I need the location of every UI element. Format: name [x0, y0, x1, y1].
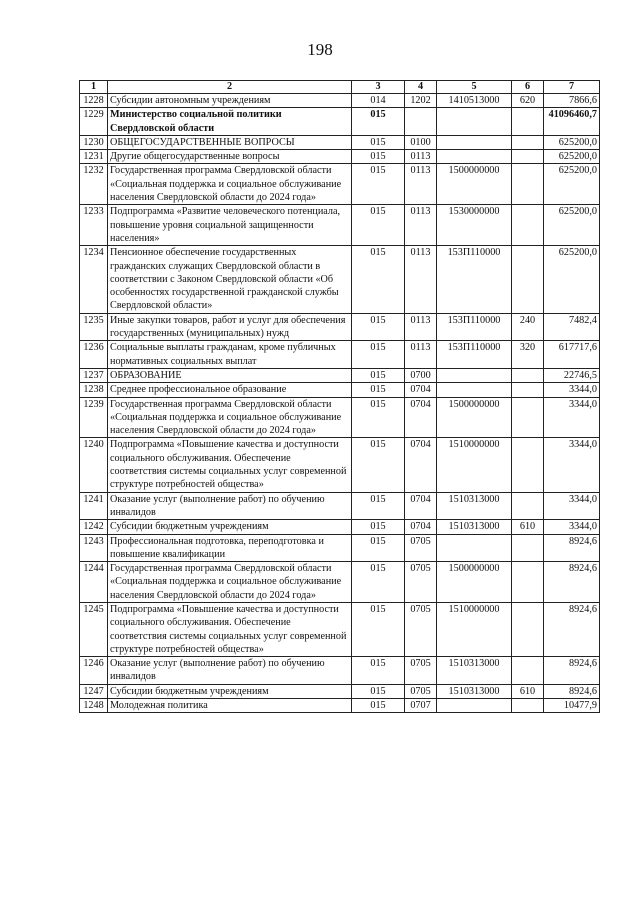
row-amount: 22746,5	[544, 368, 600, 382]
row-name: ОБРАЗОВАНИЕ	[108, 368, 352, 382]
row-admin-code: 014	[352, 94, 405, 108]
table-row	[80, 135, 600, 149]
row-name: Среднее профессиональное образование	[108, 383, 352, 397]
row-target-code: 1510313000	[437, 684, 512, 698]
row-expense-type: 240	[512, 313, 544, 341]
row-target-code: 1500000000	[437, 397, 512, 438]
row-target-code	[437, 368, 512, 382]
table-row	[80, 492, 600, 520]
row-name: Социальные выплаты гражданам, кроме публичных нормативных социальных выплат	[108, 341, 352, 369]
header-cell: 6	[512, 81, 544, 94]
row-name: Пенсионное обеспечение государственных гражданских служащих Свердловской области в соответствии с Законом Свердловской области «Об особенностях государственной гражданской службы Свердловской области»	[108, 246, 352, 313]
row-section-code: 0704	[405, 492, 437, 520]
row-section-code: 0113	[405, 341, 437, 369]
row-expense-type: 320	[512, 341, 544, 369]
row-expense-type: 620	[512, 94, 544, 108]
row-admin-code: 015	[352, 383, 405, 397]
row-admin-code: 015	[352, 341, 405, 369]
row-name: Иные закупки товаров, работ и услуг для обеспечения государственных (муниципальных) нужд	[108, 313, 352, 341]
row-admin-code: 015	[352, 246, 405, 313]
row-target-code	[437, 135, 512, 149]
row-target-code: 153П110000	[437, 313, 512, 341]
row-section-code: 0705	[405, 602, 437, 656]
row-amount: 8924,6	[544, 534, 600, 562]
row-section-code: 1202	[405, 94, 437, 108]
table-row	[80, 164, 600, 205]
row-number: 1248	[80, 699, 108, 713]
row-target-code: 1510313000	[437, 657, 512, 685]
row-target-code: 1510000000	[437, 438, 512, 492]
table-row	[80, 108, 600, 136]
row-number: 1242	[80, 520, 108, 534]
table-row	[80, 397, 600, 438]
header-cell: 4	[405, 81, 437, 94]
row-name: Государственная программа Свердловской области «Социальная поддержка и социальное обслуживание населения Свердловской области до 2024 года»	[108, 562, 352, 603]
row-expense-type	[512, 534, 544, 562]
row-amount: 3344,0	[544, 383, 600, 397]
row-section-code: 0113	[405, 205, 437, 246]
row-amount: 625200,0	[544, 205, 600, 246]
row-expense-type	[512, 164, 544, 205]
row-target-code: 153П110000	[437, 246, 512, 313]
row-expense-type: 610	[512, 684, 544, 698]
row-number: 1246	[80, 657, 108, 685]
row-number: 1235	[80, 313, 108, 341]
page-number: 198	[307, 40, 333, 59]
table-row	[80, 313, 600, 341]
row-name: Государственная программа Свердловской области «Социальная поддержка и социальное обслуживание населения Свердловской области до 2024 года»	[108, 397, 352, 438]
row-expense-type	[512, 602, 544, 656]
header-cell: 1	[80, 81, 108, 94]
row-amount: 625200,0	[544, 164, 600, 205]
row-admin-code: 015	[352, 684, 405, 698]
row-target-code: 1500000000	[437, 562, 512, 603]
row-section-code: 0113	[405, 164, 437, 205]
row-admin-code: 015	[352, 150, 405, 164]
row-expense-type	[512, 397, 544, 438]
row-target-code: 1500000000	[437, 164, 512, 205]
row-section-code: 0113	[405, 150, 437, 164]
row-number: 1231	[80, 150, 108, 164]
table-header-row	[80, 81, 600, 94]
row-admin-code: 015	[352, 562, 405, 603]
row-admin-code: 015	[352, 164, 405, 205]
table-row	[80, 699, 600, 713]
row-number: 1237	[80, 368, 108, 382]
row-name: Подпрограмма «Повышение качества и доступности социального обслуживания. Обеспечение соответствия системы социальных услуг современной структуре потребностей общества»	[108, 438, 352, 492]
row-amount: 3344,0	[544, 397, 600, 438]
row-amount: 41096460,7	[544, 108, 600, 136]
row-admin-code: 015	[352, 397, 405, 438]
row-admin-code: 015	[352, 368, 405, 382]
row-expense-type	[512, 699, 544, 713]
row-expense-type	[512, 657, 544, 685]
row-name: Субсидии бюджетным учреждениям	[108, 520, 352, 534]
row-target-code: 153П110000	[437, 341, 512, 369]
row-admin-code: 015	[352, 438, 405, 492]
table-row	[80, 150, 600, 164]
row-admin-code: 015	[352, 699, 405, 713]
row-amount: 3344,0	[544, 520, 600, 534]
row-section-code: 0705	[405, 562, 437, 603]
row-admin-code: 015	[352, 135, 405, 149]
row-admin-code: 015	[352, 657, 405, 685]
row-section-code: 0704	[405, 397, 437, 438]
row-number: 1240	[80, 438, 108, 492]
row-number: 1228	[80, 94, 108, 108]
row-number: 1243	[80, 534, 108, 562]
row-amount: 8924,6	[544, 657, 600, 685]
row-number: 1241	[80, 492, 108, 520]
row-amount: 625200,0	[544, 246, 600, 313]
table-row	[80, 602, 600, 656]
row-amount: 3344,0	[544, 492, 600, 520]
row-amount: 625200,0	[544, 135, 600, 149]
table-row	[80, 341, 600, 369]
row-admin-code: 015	[352, 602, 405, 656]
row-admin-code: 015	[352, 492, 405, 520]
row-name: Министерство социальной политики Свердловской области	[108, 108, 352, 136]
row-expense-type	[512, 368, 544, 382]
row-section-code: 0704	[405, 383, 437, 397]
row-section-code: 0700	[405, 368, 437, 382]
row-name: Государственная программа Свердловской области «Социальная поддержка и социальное обслуживание населения Свердловской области до 2024 года»	[108, 164, 352, 205]
row-section-code: 0705	[405, 657, 437, 685]
row-name: Профессиональная подготовка, переподготовка и повышение квалификации	[108, 534, 352, 562]
row-target-code	[437, 383, 512, 397]
table-row	[80, 562, 600, 603]
row-target-code: 1410513000	[437, 94, 512, 108]
header-cell: 7	[544, 81, 600, 94]
row-amount: 625200,0	[544, 150, 600, 164]
row-target-code: 1510000000	[437, 602, 512, 656]
table-row	[80, 657, 600, 685]
row-number: 1234	[80, 246, 108, 313]
row-section-code: 0705	[405, 534, 437, 562]
row-expense-type	[512, 383, 544, 397]
row-amount: 7866,6	[544, 94, 600, 108]
row-number: 1247	[80, 684, 108, 698]
row-number: 1233	[80, 205, 108, 246]
row-name: Оказание услуг (выполнение работ) по обучению инвалидов	[108, 657, 352, 685]
row-section-code: 0113	[405, 313, 437, 341]
table-row	[80, 438, 600, 492]
row-target-code	[437, 534, 512, 562]
row-section-code: 0113	[405, 246, 437, 313]
row-admin-code: 015	[352, 205, 405, 246]
table-row	[80, 205, 600, 246]
row-name: Подпрограмма «Повышение качества и доступности социального обслуживания. Обеспечение соответствия системы социальных услуг современной структуре потребностей общества»	[108, 602, 352, 656]
row-target-code	[437, 108, 512, 136]
table-row	[80, 246, 600, 313]
row-target-code	[437, 699, 512, 713]
header-cell: 5	[437, 81, 512, 94]
row-name: Молодежная политика	[108, 699, 352, 713]
row-expense-type	[512, 135, 544, 149]
row-number: 1236	[80, 341, 108, 369]
row-section-code	[405, 108, 437, 136]
row-number: 1229	[80, 108, 108, 136]
row-number: 1238	[80, 383, 108, 397]
row-number: 1230	[80, 135, 108, 149]
row-number: 1244	[80, 562, 108, 603]
row-target-code	[437, 150, 512, 164]
row-expense-type	[512, 438, 544, 492]
row-expense-type	[512, 492, 544, 520]
row-target-code: 1510313000	[437, 520, 512, 534]
row-admin-code: 015	[352, 108, 405, 136]
row-number: 1232	[80, 164, 108, 205]
row-amount: 10477,9	[544, 699, 600, 713]
table-row	[80, 520, 600, 534]
row-section-code: 0704	[405, 520, 437, 534]
row-amount: 8924,6	[544, 562, 600, 603]
row-name: Субсидии бюджетным учреждениям	[108, 684, 352, 698]
row-expense-type	[512, 562, 544, 603]
row-target-code: 1530000000	[437, 205, 512, 246]
row-amount: 8924,6	[544, 684, 600, 698]
row-amount: 7482,4	[544, 313, 600, 341]
row-name: Оказание услуг (выполнение работ) по обучению инвалидов	[108, 492, 352, 520]
budget-table	[79, 80, 600, 713]
row-number: 1239	[80, 397, 108, 438]
row-name: Подпрограмма «Развитие человеческого потенциала, повышение уровня социальной защищенности населения»	[108, 205, 352, 246]
row-name: Другие общегосударственные вопросы	[108, 150, 352, 164]
row-name: Субсидии автономным учреждениям	[108, 94, 352, 108]
row-expense-type	[512, 246, 544, 313]
row-expense-type	[512, 108, 544, 136]
table-row	[80, 383, 600, 397]
row-section-code: 0100	[405, 135, 437, 149]
row-section-code: 0704	[405, 438, 437, 492]
header-cell: 2	[108, 81, 352, 94]
row-expense-type	[512, 150, 544, 164]
table-row	[80, 94, 600, 108]
row-amount: 3344,0	[544, 438, 600, 492]
table-row	[80, 534, 600, 562]
row-expense-type	[512, 205, 544, 246]
table-row	[80, 684, 600, 698]
row-admin-code: 015	[352, 520, 405, 534]
row-admin-code: 015	[352, 534, 405, 562]
header-cell: 3	[352, 81, 405, 94]
row-number: 1245	[80, 602, 108, 656]
row-admin-code: 015	[352, 313, 405, 341]
table-row	[80, 368, 600, 382]
row-amount: 617717,6	[544, 341, 600, 369]
row-expense-type: 610	[512, 520, 544, 534]
row-target-code: 1510313000	[437, 492, 512, 520]
row-section-code: 0705	[405, 684, 437, 698]
row-section-code: 0707	[405, 699, 437, 713]
row-amount: 8924,6	[544, 602, 600, 656]
row-name: ОБЩЕГОСУДАРСТВЕННЫЕ ВОПРОСЫ	[108, 135, 352, 149]
